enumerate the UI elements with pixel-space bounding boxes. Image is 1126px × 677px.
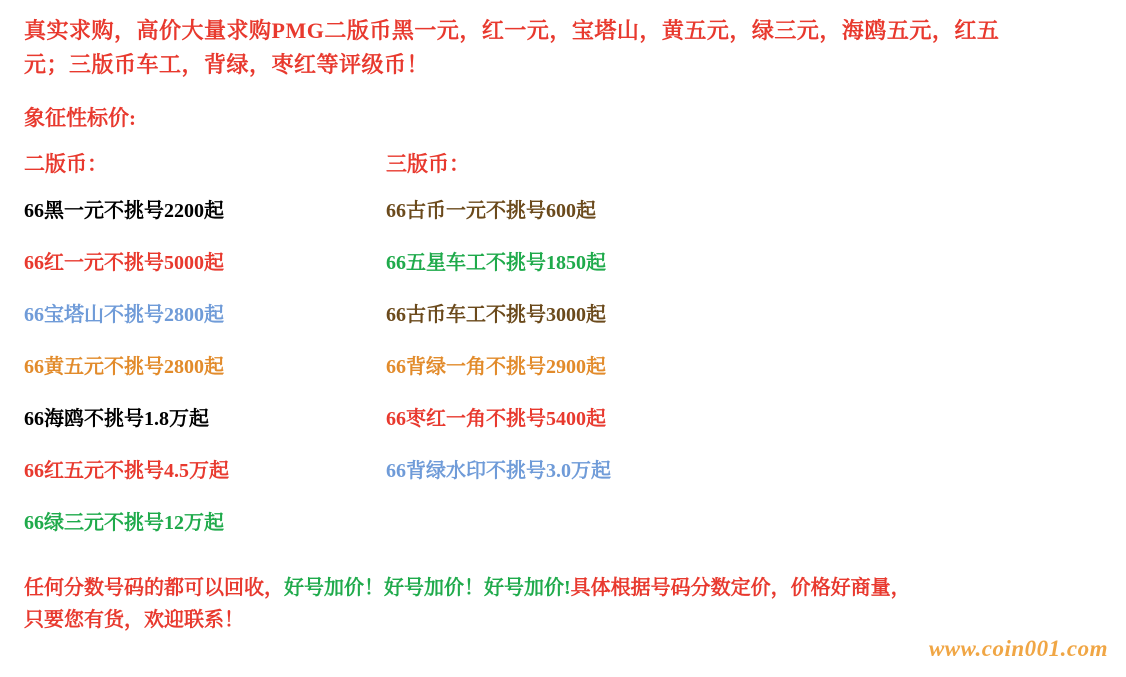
footer-part-1: 任何分数号码的都可以回收，: [24, 577, 284, 599]
footer-part-2-highlight: 好号加价！好号加价！好号加价!: [284, 577, 571, 599]
subtitle: 象征性标价:: [24, 106, 136, 130]
price-item: 66古币车工不挑号3000起: [386, 304, 606, 326]
price-item: 66绿三元不挑号12万起: [24, 512, 224, 534]
price-item: 66宝塔山不挑号2800起: [24, 304, 224, 326]
footer-note: [24, 572, 1104, 636]
column-heading-second-series: 二版币：: [24, 152, 108, 176]
site-watermark: www.coin001.com: [928, 636, 1108, 661]
price-item: 66红五元不挑号4.5万起: [24, 460, 229, 482]
price-item: 66红一元不挑号5000起: [24, 252, 224, 274]
price-columns: [20, 150, 1106, 562]
price-item: 66枣红一角不挑号5400起: [386, 408, 606, 430]
price-item: 66海鸥不挑号1.8万起: [24, 408, 209, 430]
headline-line-1: 真实求购，高价大量求购PMG二版币黑一元，红一元，宝塔山，黄五元，绿三元，海鸥五元，红五: [24, 18, 1000, 43]
price-item: 66背绿一角不挑号2900起: [386, 356, 606, 378]
price-item: 66黄五元不挑号2800起: [24, 356, 224, 378]
headline-line-2: 元；三版币车工，背绿，枣红等评级币！: [24, 52, 430, 77]
column-second-series: [20, 150, 364, 562]
price-item: 66背绿水印不挑号3.0万起: [386, 460, 611, 482]
footer-part-4: 只要您有货，欢迎联系！: [24, 609, 244, 631]
price-item: 66黑一元不挑号2200起: [24, 200, 224, 222]
headline: [24, 14, 1106, 82]
column-third-series: [364, 150, 806, 562]
column-heading-third-series: 三版币：: [386, 152, 470, 176]
price-item: 66五星车工不挑号1850起: [386, 252, 606, 274]
price-item: 66古币一元不挑号600起: [386, 200, 596, 222]
footer-part-3: 具体根据号码分数定价，价格好商量，: [570, 577, 911, 599]
